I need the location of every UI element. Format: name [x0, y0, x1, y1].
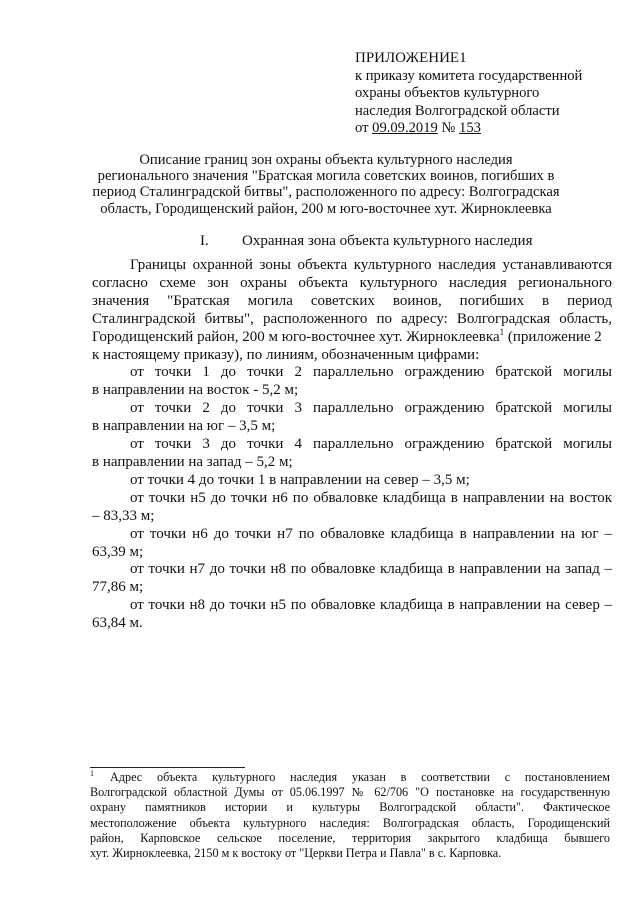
footnote-separator — [90, 767, 245, 768]
appendix-header — [355, 50, 625, 138]
footnote-line: охрану памятников истории и культуры Волгоградской области". Фактическое — [90, 800, 610, 815]
segment-line: от точки 1 до точки 2 параллельно ограждению братской могилы — [130, 364, 612, 381]
appendix-line-2: охраны объектов культурного — [355, 85, 540, 101]
appendix-title: ПРИЛОЖЕНИЕ1 — [355, 50, 467, 66]
description-line-2: регионального значения "Братская могила советских воинов, погибших в — [97, 168, 555, 185]
description-line-4: область, Городищенский район, 200 м юго-восточнее хут. Жирноклеевка — [100, 200, 552, 217]
footnote-line: Волгоградской областной Думы от 05.06.1997 № 62/706 "О постановке на государственную — [90, 785, 610, 800]
segment-line: 63,39 м; — [92, 543, 144, 560]
segment-line: от точки 4 до точки 1 в направлении на север – 3,5 м; — [130, 471, 470, 488]
appendix-line-1: к приказу комитета государственной — [355, 67, 583, 84]
segment-line: – 83,33 м; — [92, 507, 155, 524]
description-line-1: Описание границ зон охраны объекта культурного наследия — [139, 152, 513, 168]
segment-line: в направлении на запад – 5,2 м; — [92, 453, 293, 470]
body-text: (приложение 2 — [504, 328, 602, 345]
body-text: Городищенский район, 200 м юго-восточнее хут. Жирноклеевка — [92, 328, 500, 345]
section-heading — [200, 232, 532, 250]
segment-line: от точки н7 до точки н8 по обваловке кладбища в направлении на запад – — [130, 561, 612, 578]
section-number: I. — [200, 233, 209, 249]
body-line: согласно схеме зон охраны объекта культурного наследия регионального — [92, 274, 612, 291]
body-line: Границы охранной зоны объекта культурного наследия устанавливаются — [130, 257, 612, 273]
footnote-line: район, Карповское сельское поселение, территория закрытого кладбища бывшего — [90, 830, 610, 845]
appendix-line-3: наследия Волгоградской области — [355, 102, 560, 119]
footnote-line: хут. Жирноклеевка, 2150 м к востоку от "Церкви Петра и Павла" в с. Карповка. — [90, 846, 502, 861]
footnote — [90, 770, 610, 861]
footnote-line: местоположение объекта культурного наследия: Волгоградская область, Городищенский — [90, 815, 610, 830]
order-date-prefix: от — [355, 120, 373, 136]
segment-line: от точки 2 до точки 3 параллельно ограждению братской могилы — [130, 400, 612, 417]
body-line: Сталинградской битвы", расположенного по адресу: Волгоградская область, — [92, 310, 612, 327]
section-title: Охранная зона объекта культурного наследия — [242, 233, 533, 249]
order-date: 09.09.2019 — [372, 120, 438, 136]
order-date-line — [355, 120, 625, 138]
segment-line: от точки н5 до точки н6 по обваловке кладбища в направлении на восток — [130, 489, 612, 506]
segment-line: 77,86 м; — [92, 579, 144, 596]
footnote-text: Адрес объекта культурного наследия указан в соответствии с постановлением — [110, 770, 610, 784]
segment-line: в направлении на юг – 3,5 м; — [92, 418, 276, 435]
segment-line: от точки н6 до точки н7 по обваловке кладбища в направлении на юг – — [130, 525, 612, 542]
document-body — [92, 257, 612, 633]
segment-line: от точки 3 до точки 4 параллельно ограждению братской могилы — [130, 436, 612, 453]
description-line-3: период Сталинградской битвы", расположенного по адресу: Волгоградская — [92, 184, 560, 201]
segment-line: от точки н8 до точки н5 по обваловке кладбища в направлении на север – — [130, 597, 612, 614]
order-number-prefix: № — [437, 120, 460, 136]
body-line — [92, 326, 612, 347]
order-number: 153 — [459, 120, 481, 136]
segment-line: в направлении на восток - 5,2 м; — [92, 382, 299, 399]
body-line: значения "Братская могила советских воинов, погибших в период — [92, 292, 612, 309]
footnote-line: 1 Адрес объекта культурного наследия указан в соответствии с постановлением — [90, 768, 610, 784]
segment-line: 63,84 м. — [92, 615, 143, 632]
footnote-reference: 1 — [499, 326, 505, 337]
document-description — [88, 152, 564, 217]
body-line: к настоящему приказу), по линиям, обозначенным цифрами: — [92, 346, 480, 363]
